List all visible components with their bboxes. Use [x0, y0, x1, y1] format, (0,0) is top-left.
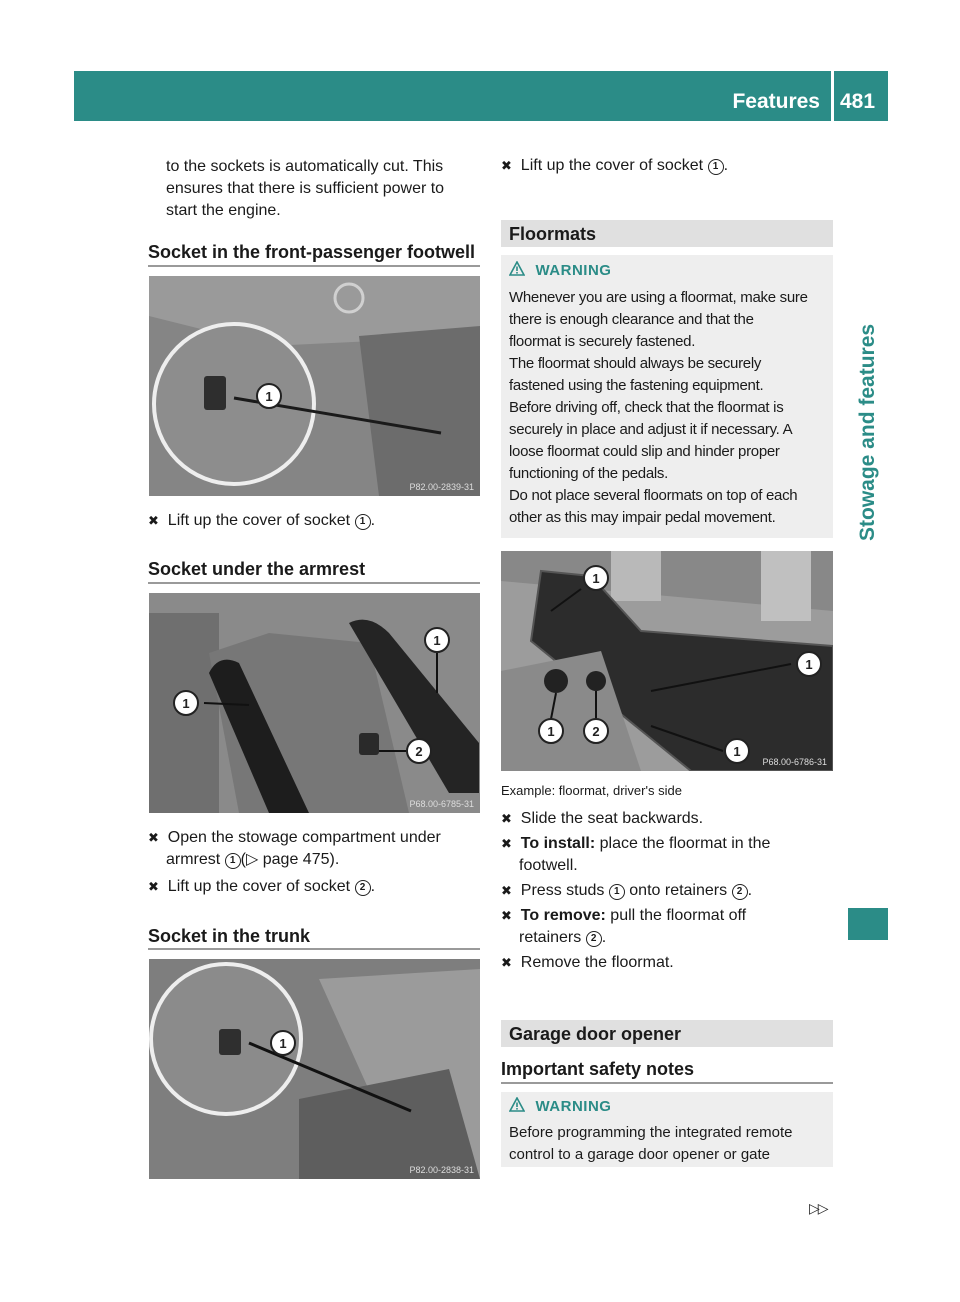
step-arrow-icon: ✖: [501, 158, 512, 173]
image-front-passenger-socket: [149, 276, 480, 496]
svg-text:1: 1: [733, 744, 741, 759]
heading-rule: [148, 582, 480, 584]
step-text: footwell.: [519, 857, 578, 874]
image-code: P82.00-2839-31: [409, 482, 474, 492]
warning-line: fastened using the fastening equipment.: [509, 377, 764, 394]
warning-text: [509, 1122, 831, 1166]
warning-line: Whenever you are using a floormat, make sure: [509, 289, 808, 306]
warning-text: [509, 287, 831, 529]
step-text: Open the stowage compartment under: [167, 829, 441, 846]
svg-text:1: 1: [433, 633, 441, 648]
image-code: P68.00-6785-31: [409, 799, 474, 809]
warning-triangle-icon: [509, 261, 525, 277]
heading-rule: [148, 948, 480, 950]
image-floormat: [501, 551, 833, 771]
callout-number: 1: [609, 884, 625, 900]
warning-line: functioning of the pedals.: [509, 465, 668, 482]
warning-header: [509, 1097, 611, 1116]
svg-text:1: 1: [279, 1036, 287, 1051]
step-arrow-icon: ✖: [148, 513, 159, 528]
step-text: onto retainers: [624, 882, 732, 899]
warning-line: floormat is securely fastened.: [509, 333, 696, 350]
step-text: Lift up the cover of socket: [167, 512, 355, 529]
warning-title: WARNING: [535, 1098, 612, 1115]
intro-line: to the sockets is automatically cut. This: [166, 158, 444, 175]
warning-line: there is enough clearance and that the: [509, 311, 754, 328]
svg-text:1: 1: [805, 657, 813, 672]
warning-line: Do not place several floormats on top of each: [509, 487, 798, 504]
header-separator: [831, 71, 834, 121]
section-title-floormats: Floormats: [509, 224, 597, 244]
step-arrow-icon: ✖: [501, 836, 512, 851]
page-number: 481: [840, 90, 876, 113]
image-code: P82.00-2838-31: [409, 1165, 474, 1175]
step-text: Slide the seat backwards.: [520, 810, 704, 827]
image-trunk-socket: [149, 959, 480, 1179]
steps-floormat: ✖ Slide the seat backwards. ✖ To install: place the floormat in the footwell. ✖ Press studs 1 onto retainers 2 . ✖ To remove: pull the floormat off retainers 2 . ✖ Remove the floormat.: [501, 810, 771, 971]
heading-safety-notes: Important safety notes: [501, 1059, 695, 1079]
step-open-stowage: [148, 827, 441, 871]
step-arrow-icon: ✖: [501, 955, 512, 970]
step-arrow-icon: ✖: [501, 811, 512, 826]
step-arrow-icon: ✖: [148, 879, 159, 894]
warning-line: other as this may impair pedal movement.: [509, 509, 776, 526]
warning-line: securely in place and adjust it if necessary. A: [509, 421, 793, 438]
step-arrow-icon: ✖: [501, 908, 512, 923]
step-text: Lift up the cover of socket: [520, 157, 708, 174]
callout-number: 2: [355, 880, 371, 896]
warning-line: Before driving off, check that the floormat is: [509, 399, 784, 416]
intro-text: [166, 156, 444, 222]
svg-text:1: 1: [265, 389, 273, 404]
heading-rule: [501, 1082, 833, 1084]
step-lift-cover-2: ✖ Lift up the cover of socket 2 .: [148, 878, 376, 895]
intro-line: start the engine.: [166, 202, 281, 219]
step-label: To remove:: [520, 907, 606, 924]
step-arrow-icon: ✖: [501, 883, 512, 898]
svg-text:1: 1: [182, 696, 190, 711]
step-text: retainers: [519, 929, 586, 946]
step-text: Remove the floormat.: [520, 954, 674, 971]
warning-triangle-icon: [509, 1097, 525, 1113]
callout-number: 2: [586, 931, 602, 947]
step-text: Lift up the cover of socket: [167, 878, 355, 895]
image-armrest-socket: [149, 593, 480, 813]
step-text: pull the floormat off: [605, 907, 747, 924]
image-code: P68.00-6786-31: [762, 757, 827, 767]
side-tab-label: Stowage and features: [856, 323, 879, 541]
callout-number: 2: [732, 884, 748, 900]
svg-text:1: 1: [592, 571, 600, 586]
heading-trunk-socket: Socket in the trunk: [148, 926, 311, 946]
image-caption: Example: floormat, driver's side: [501, 783, 682, 798]
continue-arrows-icon: ▷▷: [809, 1200, 827, 1216]
warning-line: Before programming the integrated remote: [509, 1124, 793, 1141]
heading-rule: [148, 265, 480, 267]
heading-armrest-socket: Socket under the armrest: [148, 559, 366, 579]
svg-text:2: 2: [592, 724, 600, 739]
svg-text:2: 2: [415, 744, 423, 759]
section-title: Features: [732, 90, 820, 113]
warning-line: The floormat should always be securely: [509, 355, 762, 372]
intro-line: ensures that there is sufficient power to: [166, 180, 445, 197]
step-arrow-icon: ✖: [148, 830, 159, 845]
callout-number: 1: [355, 514, 371, 530]
section-title-garage: Garage door opener: [509, 1024, 682, 1044]
warning-header: [509, 261, 611, 280]
warning-line: loose floormat could slip and hinder proper: [509, 443, 780, 460]
step-lift-cover-1: ✖ Lift up the cover of socket 1 .: [148, 512, 376, 529]
step-text: Press studs: [520, 882, 609, 899]
step-text: armrest: [166, 851, 225, 868]
step-label: To install:: [520, 835, 596, 852]
step-text: place the floormat in the: [595, 835, 771, 852]
side-tab-marker: [848, 908, 888, 940]
heading-front-passenger-socket: Socket in the front-passenger footwell: [148, 242, 476, 262]
warning-title: WARNING: [535, 262, 612, 279]
svg-text:1: 1: [547, 724, 555, 739]
warning-line: control to a garage door opener or gate: [509, 1146, 771, 1163]
callout-number: 1: [225, 853, 241, 869]
page-reference: (▷ page 475).: [240, 851, 340, 868]
callout-number: 1: [708, 159, 724, 175]
step-lift-cover-right: ✖ Lift up the cover of socket 1 .: [501, 157, 729, 174]
